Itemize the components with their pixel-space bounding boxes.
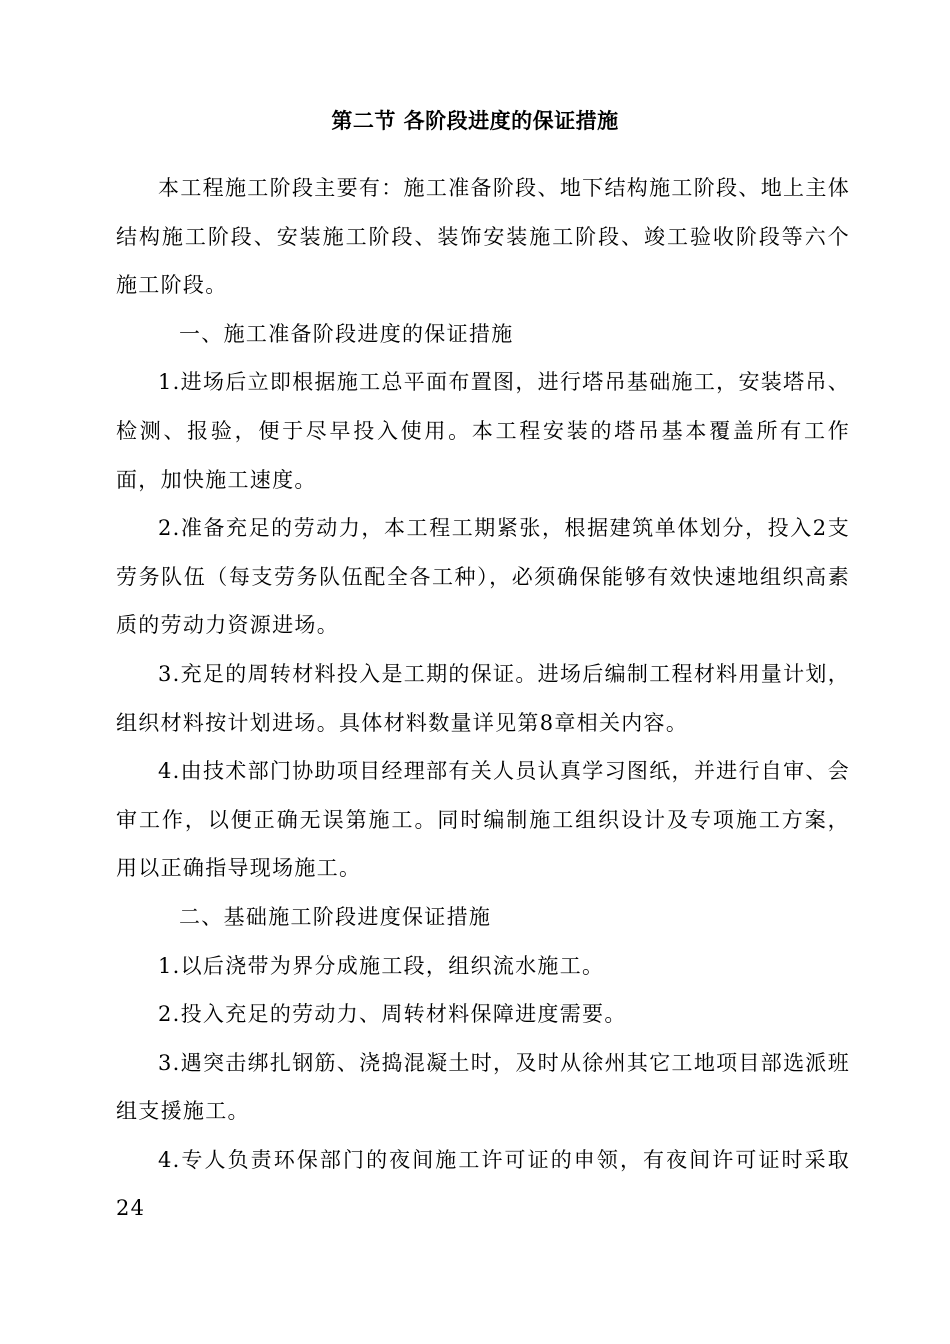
document-body bbox=[116, 164, 850, 1233]
part1-item-1: 1.进场后立即根据施工总平面布置图，进行塔吊基础施工，安装塔吊、检测、报验，便于尽早投入使用。本工程安装的塔吊基本覆盖所有工作面，加快施工速度。 bbox=[116, 370, 850, 492]
part1-item-3: 3.充足的周转材料投入是工期的保证。进场后编制工程材料用量计划，组织材料按计划进场。具体材料数量详见第8章相关内容。 bbox=[116, 661, 850, 735]
part2-item-3: 3.遇突击绑扎钢筋、浇捣混凝土时，及时从徐州其它工地项目部选派班组支援施工。 bbox=[116, 1050, 850, 1124]
part1-heading: 一、施工准备阶段进度的保证措施 bbox=[179, 321, 514, 346]
intro-paragraph: 本工程施工阶段主要有：施工准备阶段、地下结构施工阶段、地上主体结构施工阶段、安装施工阶段、装饰安装施工阶段、竣工验收阶段等六个施工阶段。 bbox=[116, 176, 850, 298]
part2-item-1: 1.以后浇带为界分成施工段，组织流水施工。 bbox=[158, 953, 605, 978]
section-title: 第二节 各阶段进度的保证措施 bbox=[331, 108, 619, 133]
part2-heading: 二、基础施工阶段进度保证措施 bbox=[179, 904, 492, 929]
part2-item-2: 2.投入充足的劳动力、周转材料保障进度需要。 bbox=[158, 1002, 627, 1027]
part1-item-2: 2.准备充足的劳动力，本工程工期紧张，根据建筑单体划分，投入2支劳务队伍（每支劳务队伍配全各工种），必须确保能够有效快速地组织高素质的劳动力资源进场。 bbox=[116, 516, 850, 638]
part2-item-4: 4.专人负责环保部门的夜间施工许可证的申领，有夜间许可证时采取24 bbox=[116, 1147, 850, 1221]
part1-item-4: 4.由技术部门协助项目经理部有关人员认真学习图纸，并进行自审、会审工作，以便正确无误第施工。同时编制施工组织设计及专项施工方案，用以正确指导现场施工。 bbox=[116, 759, 850, 881]
